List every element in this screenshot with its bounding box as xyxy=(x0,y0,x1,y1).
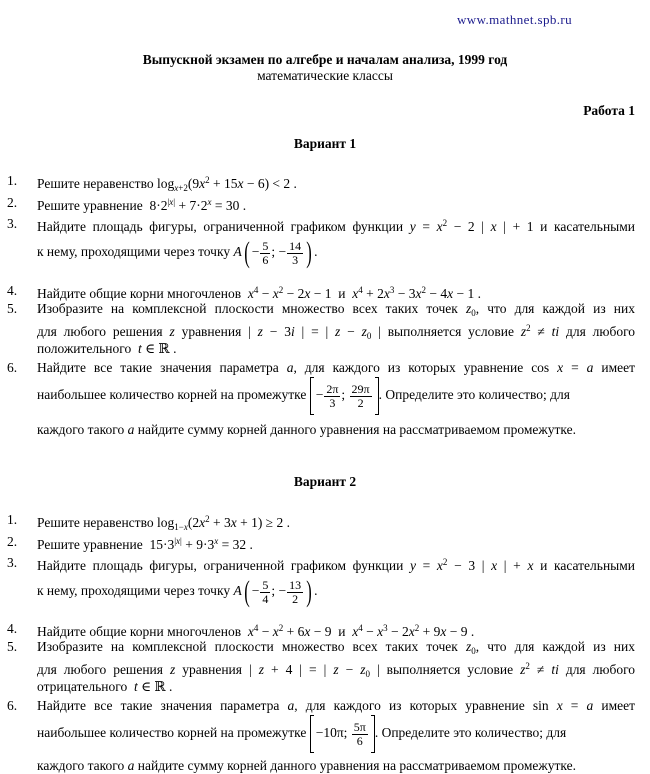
problem-text: каждого такого xyxy=(37,758,125,773)
problem-text: Найдите площадь фигуры, ограниченной графиком функции xyxy=(37,219,404,234)
problem-text: найдите сумму корней данного уравнения на рассматриваемом промежутке. xyxy=(137,422,576,437)
problem-text: уравнения xyxy=(181,324,242,339)
problem-line: Решите неравенство $\log_{x+2}(9x^2 + 15x - 6) < 2$ . xyxy=(37,175,297,193)
problem-text: . Определите это количество; для xyxy=(378,387,570,403)
problem-text: выполняется условие xyxy=(386,662,514,677)
exam-subtitle: математические классы xyxy=(257,68,393,83)
problem-2-4 xyxy=(7,621,635,637)
problem-2-6 xyxy=(7,698,635,773)
problem-line: Найдите площадь фигуры, ограниченной графиком функции $y = x^2 - 2$ | x | + 1 и касательными xyxy=(37,218,636,234)
problem-line: Найдите общие корни многочленов $x^4 - x^2 - 2x - 1$ и $x^4 + 2x^3 - 3x^2 - 4x - 1$ . xyxy=(37,285,481,301)
problem-line: Изобразите на комплексной плоскости множество всех таких точек $z_0$, что для каждой из них xyxy=(37,639,635,656)
problem-text: Найдите площадь фигуры, ограниченной графиком функции xyxy=(37,558,404,573)
problem-text: Найдите все такие значения параметра xyxy=(37,360,279,375)
problem-line: положительного t ∈ ℝ . xyxy=(37,341,177,356)
problem-number: 3. xyxy=(7,216,18,231)
problem-line: Решите уравнение $15\cdot 3^{|x|} + 9\cdot 3^x = 32$ . xyxy=(37,536,253,552)
problem-2-3 xyxy=(7,555,635,615)
problem-text: Найдите все такие значения параметра xyxy=(37,698,280,713)
problem-text: и касательными xyxy=(540,558,636,573)
problem-line: отрицательного t ∈ ℝ . xyxy=(37,679,173,694)
problem-text: , для каждого из которых уравнение xyxy=(293,360,524,375)
problem-2-2 xyxy=(7,534,635,550)
problem-text: наибольшее количество корней на промежутке xyxy=(37,387,307,403)
exam-title: Выпускной экзамен по алгебре и началам анализа, 1999 год xyxy=(142,52,508,67)
problem-text: Решите неравенство xyxy=(37,176,154,191)
problem-text: Найдите общие корни многочленов xyxy=(37,624,242,639)
problem-text: каждого такого xyxy=(37,422,125,437)
problem-1-1 xyxy=(7,173,635,193)
problem-text: имеет xyxy=(601,698,636,713)
problem-line: каждого такого a найдите сумму корней данного уравнения на рассматриваемом промежутке. xyxy=(37,422,576,437)
problem-text: для любого решения xyxy=(37,324,163,339)
problem-line: Решите уравнение $8\cdot 2^{|x|} + 7\cdot 2^x = 30$ . xyxy=(37,197,247,213)
problem-line: наибольшее количество корней на промежутке −10π; $\frac{5\pi}{6}$ . Определите это количество; для xyxy=(37,715,635,753)
problem-2-1 xyxy=(7,512,635,532)
problem-line: к нему, проходящими через точку A( − $\frac{5}{4}$ ; − $\frac{13}{2}$ ) . xyxy=(37,575,318,608)
problem-line: для любого решения z уравнения | z − 3i | = | $z - z_0$ | выполняется условие $z^2$ ≠ ti для любого xyxy=(37,323,636,341)
problem-line: каждого такого a найдите сумму корней данного уравнения на рассматриваемом промежутке. xyxy=(37,758,576,773)
problem-number: 5. xyxy=(7,301,18,316)
problem-text: для любого xyxy=(565,662,636,677)
problem-text: найдите сумму корней данного уравнения на рассматриваемом промежутке. xyxy=(137,758,576,773)
problem-line: для любого решения z уравнения | z + 4 | = | $z - z_0$ | выполняется условие $z^2$ ≠ ti для любого xyxy=(37,661,636,679)
problem-number: 6. xyxy=(7,360,18,375)
problem-text: и касательными xyxy=(540,219,636,234)
problem-1-3 xyxy=(7,216,635,276)
problem-text: и xyxy=(338,286,346,301)
problem-text: Изобразите на комплексной плоскости множество всех таких точек xyxy=(37,301,458,316)
variant-1-title: Вариант 1 xyxy=(293,136,357,151)
problem-line: к нему, проходящими через точку A( − $\frac{5}{6}$ ; − $\frac{14}{3}$ ) . xyxy=(37,236,318,269)
problem-number: 5. xyxy=(7,639,18,654)
problem-line: Найдите площадь фигуры, ограниченной графиком функции $y = x^2 - 3$ | x | + x и касательными xyxy=(37,557,636,573)
problem-number: 4. xyxy=(7,283,18,298)
variant-2-title: Вариант 2 xyxy=(293,474,357,489)
work-label: Работа 1 xyxy=(583,103,635,118)
problem-line: Найдите все такие значения параметра a, для каждого из которых уравнение cos x = a имеет xyxy=(37,360,636,375)
problem-1-6 xyxy=(7,360,635,440)
problem-text: . Определите это количество; для xyxy=(374,725,567,741)
problem-text: , что для каждой из них xyxy=(475,639,635,654)
problem-text: для любого xyxy=(566,324,636,339)
problem-number: 3. xyxy=(7,555,18,570)
problem-1-5 xyxy=(7,301,635,356)
problem-line: наибольшее количество корней на промежутке − $\frac{2\pi}{3}$ ; $\frac{29\pi}{2}$ . Определите это количество; для xyxy=(37,377,635,415)
problem-text: наибольшее количество корней на промежутке xyxy=(37,725,307,741)
problem-number: 2. xyxy=(7,534,18,549)
problem-number: 1. xyxy=(7,512,18,527)
problem-text: имеет xyxy=(601,360,636,375)
problem-text: , что для каждой из них xyxy=(475,301,635,316)
problem-text: Изобразите на комплексной плоскости множество всех таких точек xyxy=(37,639,458,654)
problem-number: 6. xyxy=(7,698,18,713)
problem-text: Решите уравнение xyxy=(37,537,143,552)
problem-line: Найдите все такие значения параметра a, для каждого из которых уравнение sin x = a имеет xyxy=(37,698,636,713)
problem-text: к нему, проходящими через точку xyxy=(37,583,231,599)
problem-text: уравнения xyxy=(182,662,242,677)
problem-line: Решите неравенство $\log_{1-x}(2x^2 + 3x + 1) \ge 2$ . xyxy=(37,514,290,532)
problem-text: Решите уравнение xyxy=(37,198,143,213)
problem-text: отрицательного xyxy=(37,679,128,694)
site-url: www.mathnet.spb.ru xyxy=(457,12,573,27)
problem-text: для любого решения xyxy=(37,662,163,677)
problem-2-5 xyxy=(7,639,635,694)
problem-text: Решите неравенство xyxy=(37,515,154,530)
problem-line: Найдите общие корни многочленов $x^4 - x^2 + 6x - 9$ и $x^4 - x^3 - 2x^2 + 9x - 9$ . xyxy=(37,623,475,639)
problem-text: Найдите общие корни многочленов xyxy=(37,286,242,301)
problem-text: , для каждого из которых уравнение xyxy=(294,698,525,713)
problem-line: Изобразите на комплексной плоскости множество всех таких точек $z_0$, что для каждой из них xyxy=(37,301,635,318)
problem-number: 2. xyxy=(7,195,18,210)
problem-1-2 xyxy=(7,195,635,211)
problem-text: положительного xyxy=(37,341,132,356)
problem-1-4 xyxy=(7,283,635,299)
problem-number: 1. xyxy=(7,173,18,188)
problem-number: 4. xyxy=(7,621,18,636)
problem-text: к нему, проходящими через точку xyxy=(37,244,231,260)
problem-text: выполняется условие xyxy=(387,324,514,339)
problem-text: и xyxy=(338,624,346,639)
